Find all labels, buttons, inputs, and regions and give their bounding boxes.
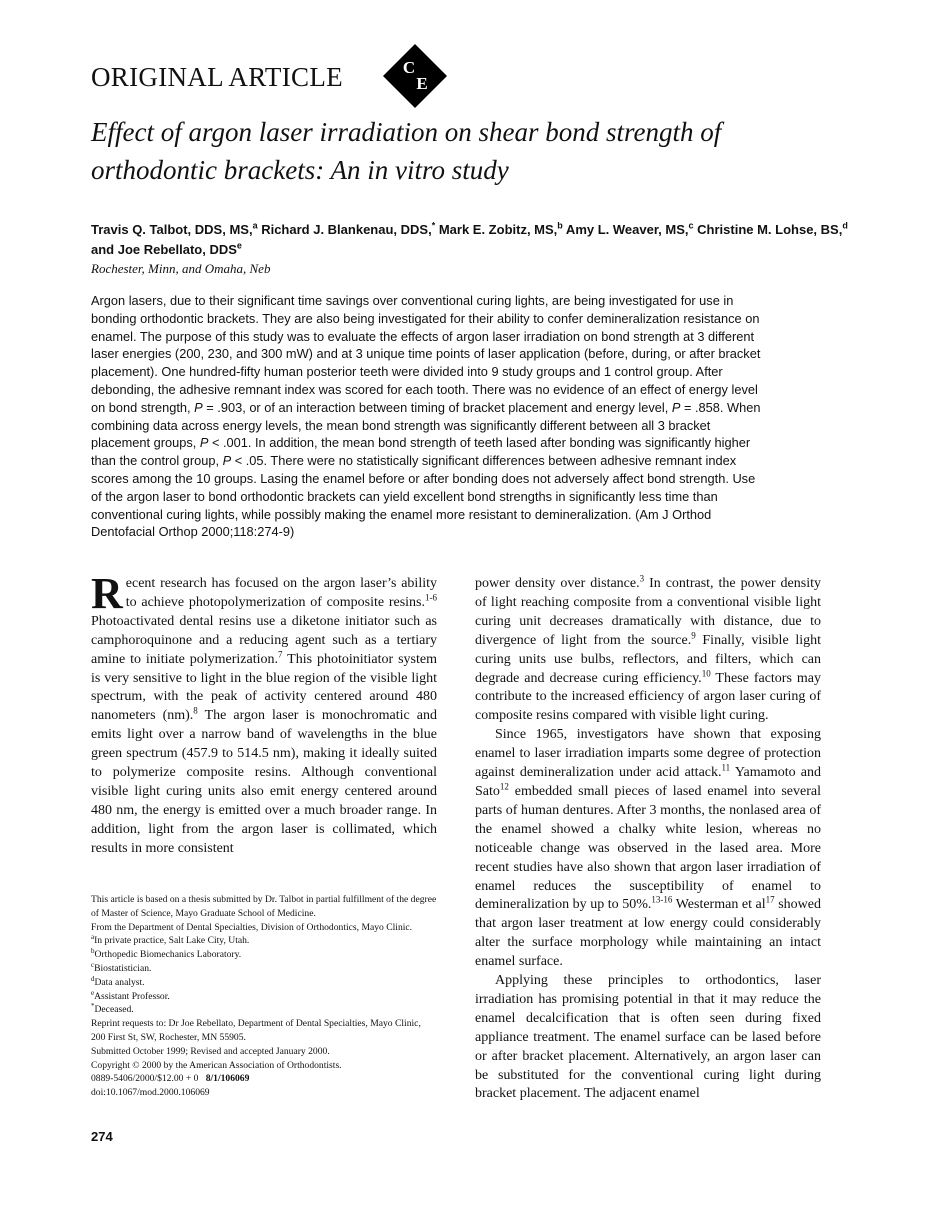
footnote-mark: c [91,960,95,969]
footnote-thesis: This article is based on a thesis submitted by Dr. Talbot in partial fulfillment of the degree of Master of Science, Mayo Graduate School of Medicine. [91,894,437,919]
abstract-fragment: = .903, or of an interaction between timing of bracket placement and energy level, [202,399,672,415]
abstract-fragment: < .001. In addition, the mean bond strength of teeth lased after bonding was significantly higher than the control group, [91,435,751,469]
body-text: Finally, visible light curing units use bulbs, reflectors, and filters, which can degrade and decrease curing efficiency. [475,632,821,686]
footnote-mark: d [91,974,95,983]
author-mark: e [236,240,242,251]
citation-ref: 9 [691,630,696,641]
page-number: 274 [91,1129,113,1144]
abstract-fragment: = .858. When combining data across energy levels, the mean bond strength was significantly different between all 3 bracket placement groups, [91,399,761,451]
badge-letter-c: C [402,58,416,77]
footnote-affiliation [91,948,437,962]
body-paragraph [91,569,438,859]
body-column-left [91,569,438,859]
footnote-copyright: Copyright © 2000 by the American Association of Orthodontists. [91,1059,342,1071]
ce-continuing-education-badge-icon [382,43,448,109]
footnote-issn [91,1072,437,1086]
citation-ref: 10 [701,667,711,678]
footnote-mark: * [91,1002,95,1011]
footnote-affiliation [91,976,437,990]
body-paragraph [475,972,821,1104]
author-mark: a [252,220,258,231]
footnote-submitted: Submitted October 1999; Revised and accepted January 2000. [91,1045,330,1057]
body-paragraph [475,726,821,972]
footnote-mark: e [91,988,95,997]
citation-ref: 1-6 [425,592,437,603]
title-line-2: orthodontic brackets: An in vitro study [91,155,509,185]
p-value-symbol: P [671,399,681,415]
badge-letter-e: E [416,74,428,93]
author-name: and Joe Rebellato, DDS [91,242,237,257]
footnote-text: Deceased. [94,1004,134,1016]
author-name: Travis Q. Talbot, DDS, MS, [91,222,253,237]
citation-ref: 7 [277,648,283,659]
body-text: embedded small pieces of lased enamel into several parts of human dentures. After 3 months, the nonlased area of the enamel showed a chalky white lesion, whereas no noticeable change was observed in the lased area. More recent studies have also shown that argon laser irradiation of enamel reduces the susceptibility of enamel to demineralization by up to 50%. [475,783,821,913]
author-name: Mark E. Zobitz, MS, [435,222,558,237]
citation-ref: 17 [765,894,775,905]
body-text: Photoactivated dental resins use a diketone initiator such as camphoroquinone and a reducing agent such as a tertiary amine to initiate polymerization. [91,613,437,667]
title-line-1: Effect of argon laser irradiation on shear bond strength of [91,117,722,147]
article-title [91,113,851,189]
body-text: The argon laser is monochromatic and emits light over a narrow band of wavelengths in the blue green spectrum (457.9 to 514.5 nm), making it ideally suited to polymerize composite resins. Although conventional visible light curing units also emit energy centered around 480 nm, the energy is emitted over a much broader range. In addition, light from the argon laser is collimated, which results in more consistent [91,708,438,856]
body-text: ecent research has focused on the argon laser’s ability to achieve photopolymerization of composite resins. [125,576,437,610]
body-text: This photoinitiator system is very sensitive to light in the blue region of the visible light spectrum, with the peak of activity centered around 480 nanometers (nm). [91,651,437,724]
footnote-affiliation [91,962,437,976]
drop-cap: R [91,569,123,618]
citation-ref: 11 [721,762,731,773]
abstract [91,292,766,541]
body-text: Yamamoto and Sato [475,765,821,799]
author-mark: * [431,220,436,231]
citation-ref: 3 [639,573,645,584]
footnote-mark: b [91,947,95,955]
footnote-department: From the Department of Dental Specialties, Division of Orthodontics, Mayo Clinic. [91,921,413,933]
author-mark: c [688,220,694,231]
affiliation-location: Rochester, Minn, and Omaha, Neb [91,261,271,276]
body-text: showed that argon laser treatment at low energy could considerably alter the surface morphology while maintaining an intact enamel surface. [475,897,822,970]
footnote-text: In private practice, Salt Lake City, Utah. [94,935,250,947]
issn-code: 8/1/106069 [205,1073,250,1085]
p-value-symbol: P [199,435,209,451]
author-name: Amy L. Weaver, MS, [562,222,689,237]
abstract-fragment: Argon lasers, due to their significant time savings over conventional curing lights, are being investigated for use in bonding orthodontic brackets. They are also being investigated for their ability to confer demineralization resistance on enamel. The purpose of this study was to evaluate the effects of argon laser irradiation on bond strength at 3 different laser energies (200, 230, and 300 mW) and at 3 unique time points of laser application (before, during, or after bracket placement). One hundred-fifty human posterior teeth were divided into 9 study groups and 1 control group. After debonding, the adhesive remnant index was scored for each tooth. There was no evidence of an effect of energy level on bond strength, [91,293,761,415]
abstract-fragment: < .05. There were no statistically significant differences between adhesive remnant index scores among the 10 groups. Lasing the enamel before or after bonding does not adversely affect bond strength. Use of the argon laser to bond orthodontic brackets can yield excellent bond strengths in significantly less time than conventional curing lights, while possibly making the enamel more resistant to demineralization. (Am J Orthod Dentofacial Orthop 2000;118:274-9) [91,453,756,540]
body-text: power density over distance. [475,576,640,591]
body-text: These factors may contribute to the increased efficiency of argon laser curing of composite resins compared with visible light curing. [475,670,821,724]
author-mark: b [557,220,563,231]
author-mark: d [842,220,848,231]
citation-ref: 8 [193,705,198,716]
citation-ref: 13-16 [651,894,673,905]
footnote-doi: doi:10.1067/mod.2000.106069 [91,1087,210,1099]
footnote-affiliation [91,1003,437,1017]
p-value-symbol: P [222,453,232,469]
body-text: Applying these principles to orthodontics, laser irradiation has promising potential in that it may reduce the enamel decalcification that is often seen during fixed appliance treatment. The enamel surface can be lased before or after bracket placement. Alternatively, an argon laser can be substituted for the conventional curing light during bracket placement. The adjacent enamel [475,973,821,1102]
body-text: Since 1965, investigators have shown that exposing enamel to laser irradiation imparts some degree of protection against demineralization under acid attack. [475,727,821,781]
issn-text: 0889-5406/2000/$12.00 + 0 [91,1073,199,1085]
body-column-right [475,575,821,1104]
body-paragraph [475,575,821,726]
footnote-mark: a [91,933,95,942]
body-text: Westerman et al [672,897,766,913]
footnotes [91,893,437,1100]
p-value-symbol: P [194,399,203,415]
footnote-text: Orthopedic Biomechanics Laboratory. [94,949,242,961]
section-label: ORIGINAL ARTICLE [91,62,343,92]
footnote-affiliation [91,934,437,948]
citation-ref: 12 [499,781,509,792]
body-text: In contrast, the power density of light reaching composite from a conventional visible light curing unit decreases dramatically with distance, due to divergence of light from the source. [475,576,821,648]
author-list [91,220,851,260]
footnote-text: Biostatistician. [94,962,152,974]
footnote-text: Data analyst. [94,976,145,988]
footnote-text: Assistant Professor. [94,990,170,1002]
footnote-reprint: Reprint requests to: Dr Joe Rebellato, Department of Dental Specialties, Mayo Clinic, 200 First St, SW, Rochester, MN 55905. [91,1018,421,1043]
abstract-text [91,292,766,541]
author-name: Richard J. Blankenau, DDS, [257,222,432,237]
author-name: Christine M. Lohse, BS, [693,222,843,237]
footnote-affiliation [91,990,437,1004]
